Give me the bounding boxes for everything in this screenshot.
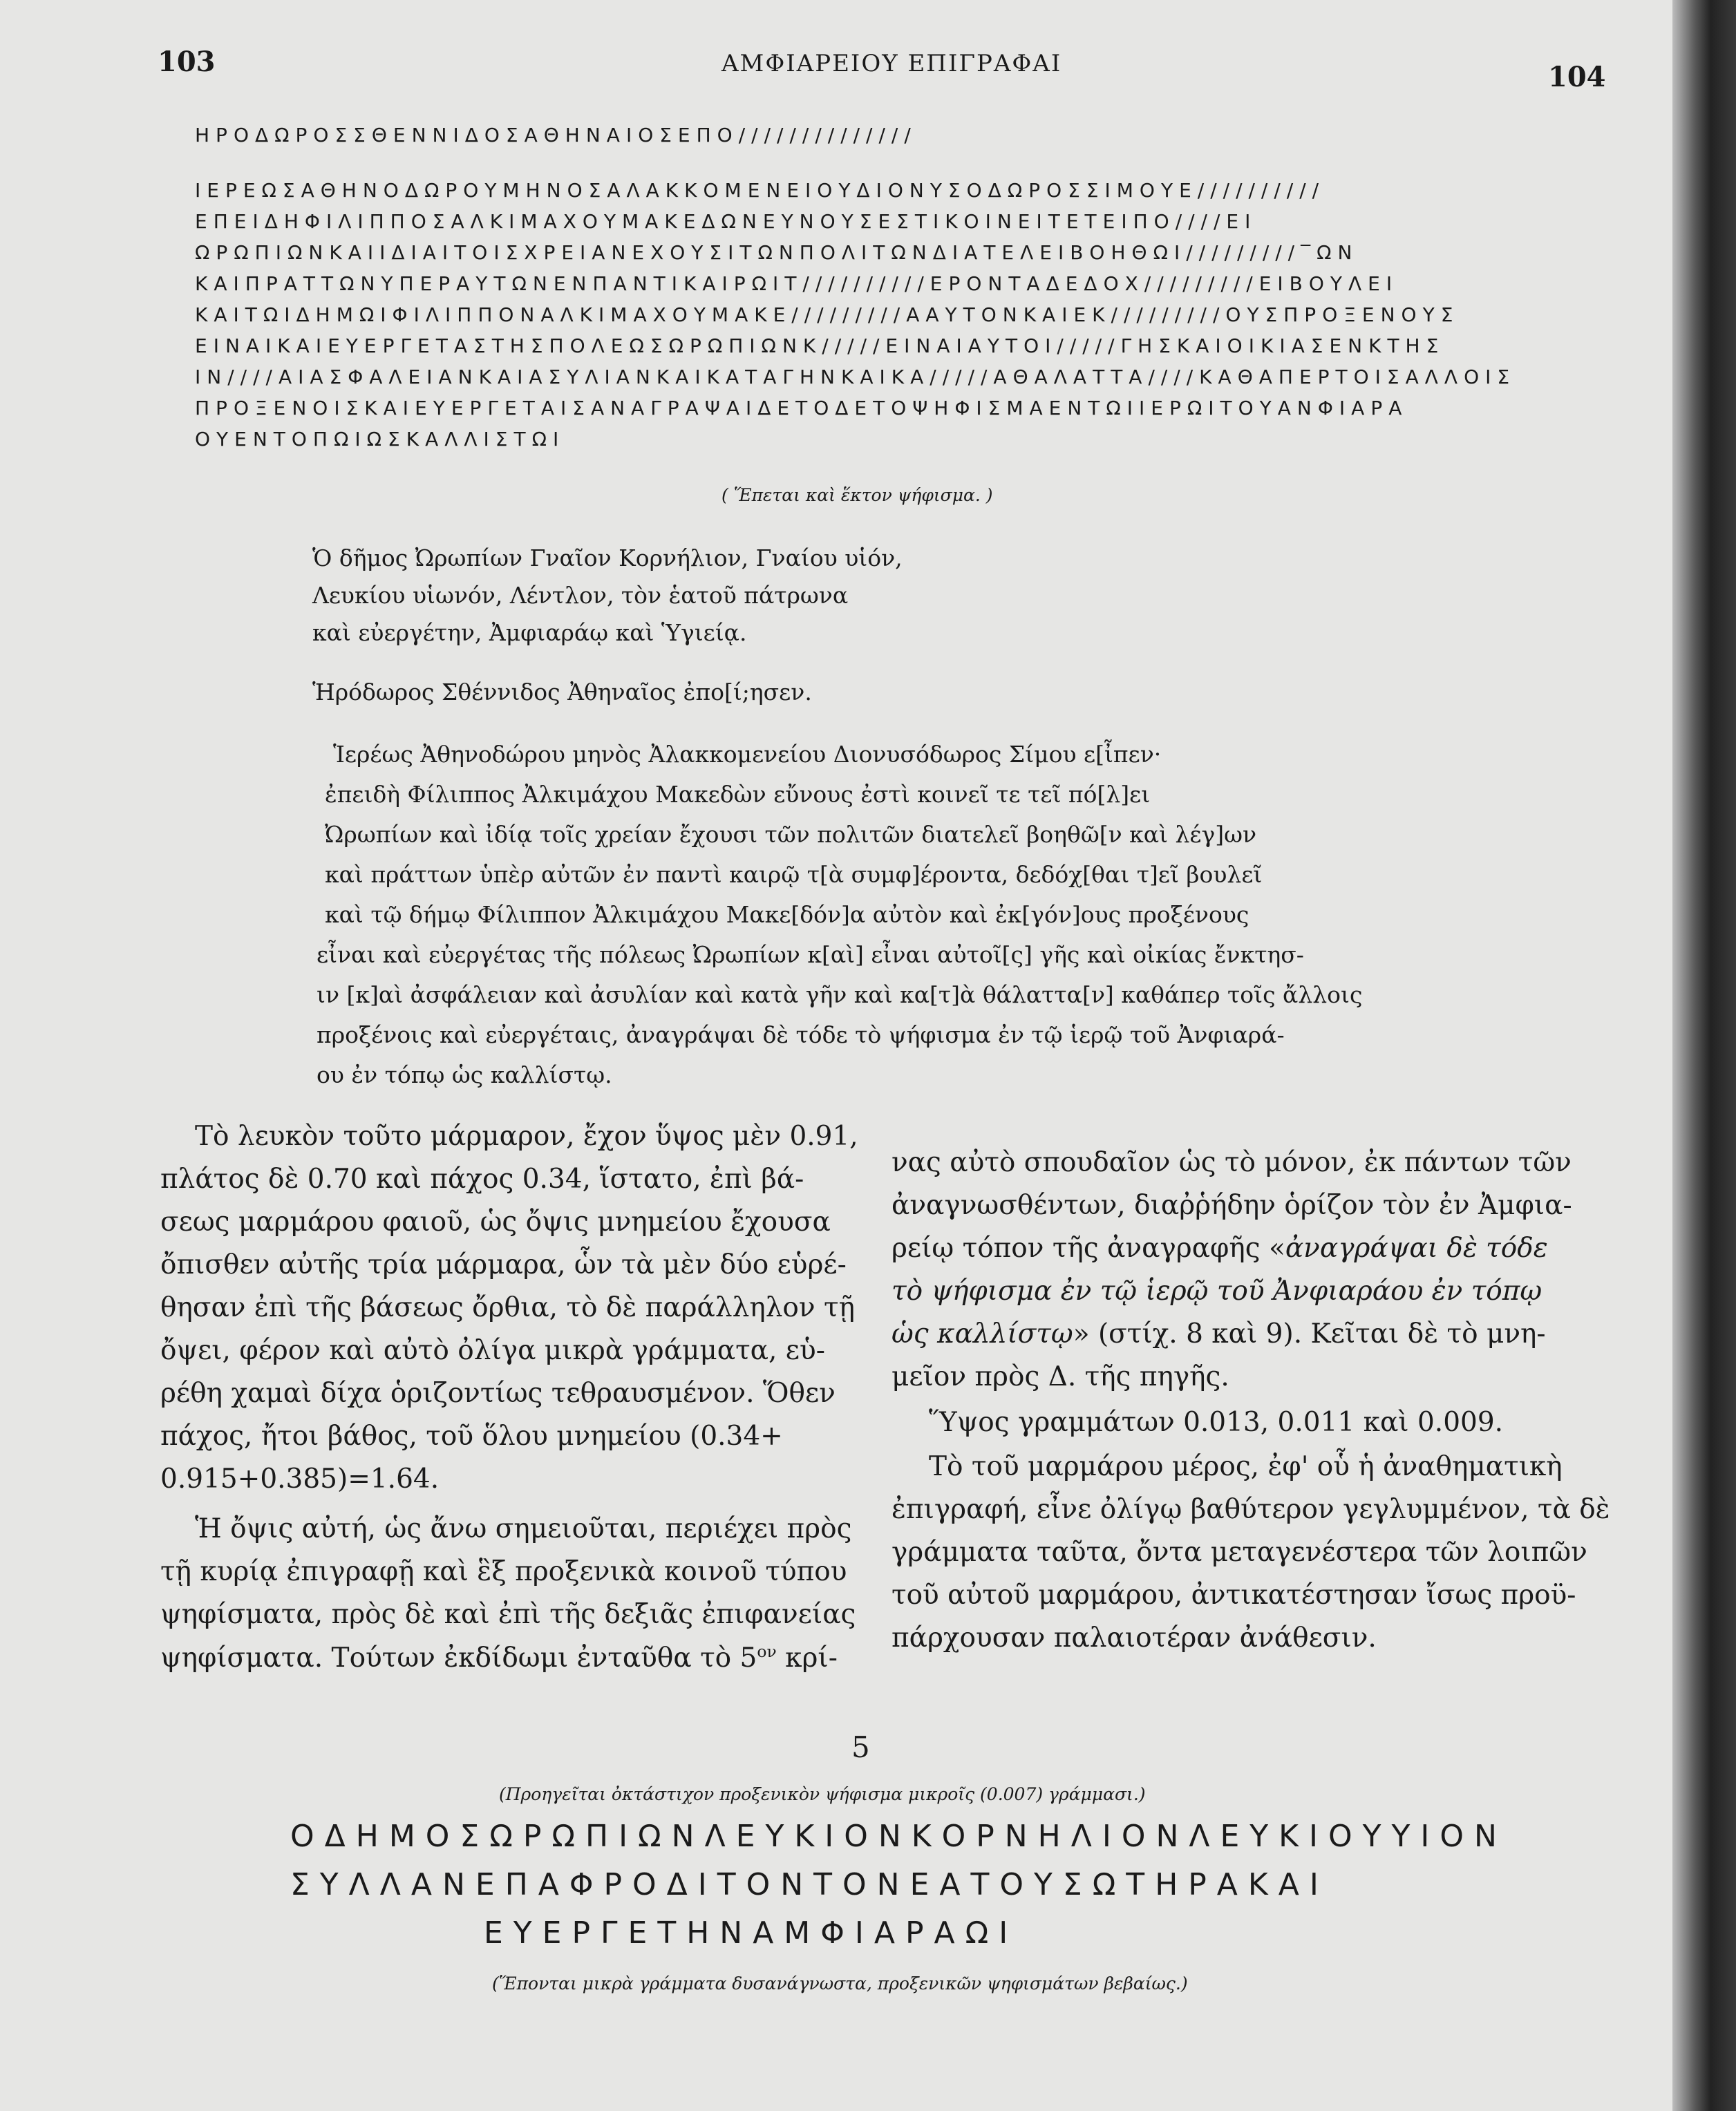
commentary-right-line: γράμματα ταῦτα, ὄντα μεταγενέστερα τῶν λοιπῶν bbox=[891, 1537, 1587, 1568]
inscription-line: ΕΠΕΙΔΗΦΙΛΙΠΠΟΣΑΛΚΙΜΑΧΟΥΜΑΚΕΔΩΝΕΥΝΟΥΣΕΣΤΙΚΟΙΝΕΙΤΕΤΕΙΠΟ////ΕΙ bbox=[195, 210, 1257, 233]
commentary-left-line: Ἡ ὄψις αὐτή, ὡς ἄνω σημειοῦται, περιέχει πρὸς bbox=[195, 1513, 852, 1544]
commentary-right-line: πάρχουσαν παλαιοτέραν ἀνάθεσιν. bbox=[891, 1622, 1377, 1654]
decree-line: Ἱερέως Ἀθηνοδώρου μηνὸς Ἀλακκομενείου Διονυσόδωρος Σίμου ε[ἶπεν· bbox=[333, 741, 1162, 768]
inscription-line: ΠΡΟΞΕΝΟΙΣΚΑΙΕΥΕΡΓΕΤΑΙΣΑΝΑΓΡΑΨΑΙΔΕΤΟΔΕΤΟΨΗΦΙΣΜΑΕΝΤΩΙΙΕΡΩΙΤΟΥΑΝΦΙΑΡΑ bbox=[195, 397, 1408, 419]
book-gutter bbox=[1672, 0, 1736, 2111]
commentary-left-line: ρέθη χαμαὶ δίχα ὁριζοντίως τεθραυσμένον. Ὅθεν bbox=[160, 1378, 836, 1409]
section-note-top: (Προηγεῖται ὀκτάστιχον προξενικὸν ψήφισμα μικροῖς (0.007) γράμμασι.) bbox=[499, 1784, 1146, 1804]
section-inscription-line: ΟΔΗΜΟΣΩΡΩΠΙΩΝΛΕΥΚΙΟΝΚΟΡΝΗΛΙΟΝΛΕΥΚΙΟΥΥΙΟΝ bbox=[290, 1819, 1507, 1854]
commentary-left-line: ψηφίσματα, πρὸς δὲ καὶ ἐπὶ τῆς δεξιᾶς ἐπιφανείας bbox=[160, 1599, 856, 1630]
page-number-left: 103 bbox=[158, 46, 216, 78]
decree-line: ου ἐν τόπῳ ὡς καλλίστῳ. bbox=[317, 1061, 612, 1088]
commentary-right-line: τοῦ αὐτοῦ μαρμάρου, ἀντικατέστησαν ἴσως προϋ- bbox=[891, 1580, 1576, 1611]
commentary-left-line: ὄψει, φέρον καὶ αὐτὸ ὀλίγα μικρὰ γράμματα, εὑ- bbox=[160, 1335, 825, 1366]
decree-line: καὶ τῷ δήμῳ Φίλιππον Ἀλκιμάχου Μακε[δόν]α αὐτὸν καὶ ἐκ[γόν]ους προξένους bbox=[325, 901, 1249, 928]
inscription-line: ΙΝ////ΑΙΑΣΦΑΛΕΙΑΝΚΑΙΑΣΥΛΙΑΝΚΑΙΚΑΤΑΓΗΝΚΑΙΚΑ/////ΑΘΑΛΑΤΤΑ////ΚΑΘΑΠΕΡΤΟΙΣΑΛΛΟΙΣ bbox=[195, 366, 1516, 388]
inscription-line: ΚΑΙΠΡΑΤΤΩΝΥΠΕΡΑΥΤΩΝΕΝΠΑΝΤΙΚΑΙΡΩΙΤ//////////ΕΡΟΝΤΑΔΕΔΟΧ/////////ΕΙΒΟΥΛΕΙ bbox=[195, 272, 1399, 295]
commentary-right-line: Τὸ τοῦ μαρμάρου μέρος, ἐφ' οὗ ἡ ἀναθηματικὴ bbox=[929, 1451, 1563, 1482]
running-title: ΑΜΦΙΑΡΕΙΟΥ ΕΠΙΓΡΑΦΑΙ bbox=[721, 50, 1062, 77]
transcription-line: Ὁ δῆμος Ὠρωπίων Γναῖον Κορνήλιον, Γναίου υἱόν, bbox=[312, 545, 903, 571]
commentary-right-paragraph bbox=[891, 1142, 1572, 1399]
ordinal-suffix: ον bbox=[757, 1642, 777, 1661]
decree-line: Ὠρωπίων καὶ ἰδίᾳ τοῖς χρείαν ἔχουσι τῶν πολιτῶν διατελεῖ βοηθῶ[ν καὶ λέγ]ων bbox=[325, 821, 1257, 848]
commentary-left-line: πάχος, ἤτοι βάθος, τοῦ ὅλου μνημείου (0.34+ bbox=[160, 1421, 783, 1452]
decree-line: προξένοις καὶ εὐεργέταις, ἀναγράψαι δὲ τόδε τὸ ψήφισμα ἐν τῷ ἱερῷ τοῦ Ἀνφιαρά- bbox=[317, 1021, 1285, 1048]
commentary-right-text: » (στίχ. 8 καὶ 9). Κεῖται δὲ τὸ μνη- μεῖον πρὸς Δ. τῆς πηγῆς. bbox=[891, 1318, 1546, 1392]
commentary-left-line: 0.915+0.385)=1.64. bbox=[160, 1464, 440, 1495]
inscription-line: ΕΙΝΑΙΚΑΙΕΥΕΡΓΕΤΑΣΤΗΣΠΟΛΕΩΣΩΡΩΠΙΩΝΚ/////ΕΙΝΑΙΑΥΤΟΙ/////ΓΗΣΚΑΙΟΙΚΙΑΣΕΝΚΤΗΣ bbox=[195, 334, 1445, 357]
commentary-left-line: σεως μαρμάρου φαιοῦ, ὡς ὄψις μνημείου ἔχουσα bbox=[160, 1206, 831, 1238]
commentary-left-text: κρί- bbox=[785, 1643, 838, 1674]
commentary-left-line: ὄπισθεν αὐτῆς τρία μάρμαρα, ὧν τὰ μὲν δύο εὑρέ- bbox=[160, 1249, 847, 1280]
decree-line: εἶναι καὶ εὐεργέτας τῆς πόλεως Ὠρωπίων κ[αὶ] εἶναι αὐτοῖ[ς] γῆς καὶ οἰκίας ἔνκτησ- bbox=[317, 941, 1304, 968]
section-inscription-line: ΕΥΕΡΓΕΤΗΝΑΜΦΙΑΡΑΩΙ bbox=[484, 1915, 1019, 1951]
decree-line: ἐπειδὴ Φίλιππος Ἀλκιμάχου Μακεδὼν εὔνους ἐστὶ κοινεῖ τε τεῖ πό[λ]ει bbox=[325, 781, 1151, 808]
transcription-line: Λευκίου υἱωνόν, Λέντλον, τὸν ἑατοῦ πάτρωνα bbox=[312, 582, 849, 609]
transcription-line: καὶ εὐεργέτην, Ἀμφιαράῳ καὶ Ὑγιείᾳ. bbox=[312, 619, 747, 646]
inscription-line-0: ΗΡΟΔΩΡΟΣΣΘΕΝΝΙΔΟΣΑΘΗΝΑΙΟΣΕΠΟ////////////// bbox=[195, 124, 917, 146]
inscription-line: ΙΕΡΕΩΣΑΘΗΝΟΔΩΡΟΥΜΗΝΟΣΑΛΑΚΚΟΜΕΝΕΙΟΥΔΙΟΝΥΣΟΔΩΡΟΣΣΙΜΟΥΕ////////// bbox=[195, 179, 1325, 202]
letter-height-note: Ὕψος γραμμάτων 0.013, 0.011 καὶ 0.009. bbox=[929, 1407, 1504, 1438]
section-inscription-line: ΣΥΛΛΑΝΕΠΑΦΡΟΔΙΤΟΝΤΟΝΕΑΤΟΥΣΩΤΗΡΑΚΑΙ bbox=[290, 1867, 1329, 1902]
section-note-bottom: (Ἕπονται μικρὰ γράμματα δυσανάγνωστα, προξενικῶν ψηφισμάτων βεβαίως.) bbox=[492, 1973, 1188, 1994]
sculptor-signature: Ἡρόδωρος Σθέννιδος Ἀθηναῖος ἐπο[ί;ησεν. bbox=[312, 679, 812, 706]
inscription-line: ΩΡΩΠΙΩΝΚΑΙΙΔΙΑΙΤΟΙΣΧΡΕΙΑΝΕΧΟΥΣΙΤΩΝΠΟΛΙΤΩΝΔΙΑΤΕΛΕΙΒΟΗΘΩΙ/////////‾ΩΝ bbox=[195, 241, 1359, 264]
section-number: 5 bbox=[851, 1730, 870, 1764]
commentary-right-line: ἐπιγραφή, εἶνε ὀλίγῳ βαθύτερον γεγλυμμένον, τὰ δὲ bbox=[891, 1494, 1610, 1525]
decree-line: ιν [κ]αὶ ἀσφάλειαν καὶ ἀσυλίαν καὶ κατὰ γῆν καὶ κα[τ]ὰ θάλαττα[ν] καθάπερ τοῖς ἄλλοις bbox=[317, 981, 1363, 1008]
commentary-right-text: νας αὐτὸ σπουδαῖον ὡς τὸ μόνον, ἐκ πάντων τῶν ἀναγνωσθέντων, διαῤῥήδην ὁρίζον τὸν ἐν Ἀμφια- ρείῳ τόπον τῆς ἀναγραφῆς « bbox=[891, 1147, 1572, 1264]
commentary-left-line: πλάτος δὲ 0.70 καὶ πάχος 0.34, ἵστατο, ἐπὶ βά- bbox=[160, 1164, 804, 1195]
page-number-right: 104 bbox=[1548, 61, 1606, 93]
decree-line: καὶ πράττων ὑπὲρ αὐτῶν ἐν παντὶ καιρῷ τ[ὰ συμφ]έροντα, δεδόχ[θαι τ]εῖ βουλεῖ bbox=[325, 861, 1263, 888]
inscription-line: ΚΑΙΤΩΙΔΗΜΩΙΦΙΛΙΠΠΟΝΑΛΚΙΜΑΧΟΥΜΑΚΕ/////////ΑΑΥΤΟΝΚΑΙΕΚ/////////ΟΥΣΠΡΟΞΕΝΟΥΣ bbox=[195, 303, 1460, 326]
commentary-left-line: τῇ κυρίᾳ ἐπιγραφῇ καὶ ἓξ προξενικὰ κοινοῦ τύπου bbox=[160, 1556, 847, 1587]
commentary-left-line: θησαν ἐπὶ τῆς βάσεως ὄρθια, τὸ δὲ παράλληλον τῇ bbox=[160, 1292, 855, 1323]
commentary-left-line bbox=[160, 1642, 838, 1674]
quoted-phrase: ἀναγράψαι δὲ τόδε τὸ ψήφισμα ἐν τῷ ἱερῷ τοῦ Ἀνφιαράου ἐν τόπῳ ὡς καλλίστῳ bbox=[891, 1233, 1548, 1350]
commentary-left-line: Τὸ λευκὸν τοῦτο μάρμαρον, ἔχον ὕψος μὲν 0.91, bbox=[195, 1121, 858, 1152]
inscription-line: ΟΥΕΝΤΟΠΩΙΩΣΚΑΛΛΙΣΤΩΙ bbox=[195, 428, 565, 451]
inscription-note: ( Ἕπεται καὶ ἕκτον ψήφισμα. ) bbox=[721, 485, 993, 505]
commentary-left-text: ψηφίσματα. Τούτων ἐκδίδωμι ἐνταῦθα τὸ 5 bbox=[160, 1643, 757, 1674]
